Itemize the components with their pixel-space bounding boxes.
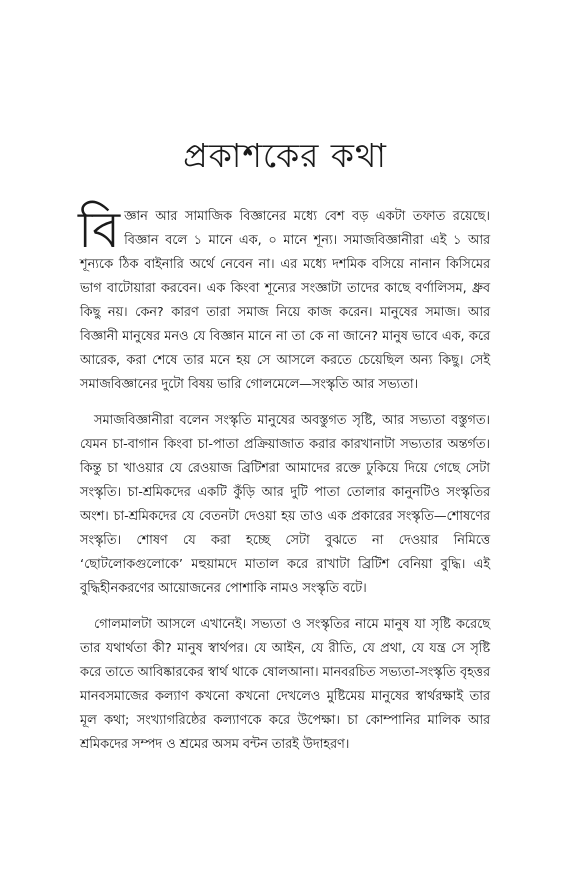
paragraph-1 [78, 201, 490, 397]
page-title: প্রকাশকের কথা [183, 136, 387, 175]
drop-cap: বি [78, 201, 121, 259]
paragraph-2: সমাজবিজ্ঞানীরা বলেন সংস্কৃতি মানুষের অবস্তুগত সৃষ্টি, আর সভ্যতা বস্তুগত। যেমন চা-বাগান কিংবা চা-পাতা প্রক্রিয়াজাত করার কারখানাটা সভ্যতার অন্তর্গত। কিন্তু চা খাওয়ার যে রেওয়াজ ব্রিটিশরা আমাদের রক্তে ঢুকিয়ে দিয়ে গেছে সেটা সংস্কৃতি। চা-শ্রমিকদের একটি কুঁড়ি আর দুটি পাতা তোলার কানুনটিও সংস্কৃতির অংশ। চা-শ্রমিকদের যে বেতনটা দেওয়া হয় তাও এক প্রকারের সংস্কৃতি—শোষণের সংস্কৃতি। শোষণ যে করা হচ্ছে সেটা বুঝতে না দেওয়ার নিমিত্তে ‘ছোটলোকগুলোকে’ মহুয়ামদে মাতাল করে রাখাটা ব্রিটিশ বেনিয়া বুদ্ধি। এই বুদ্ধিহীনকরণের আয়োজনের পোশাকি নামও সংস্কৃতি বটে। [80, 413, 490, 596]
body-text [78, 201, 490, 757]
paragraph-3: গোলমালটা আসলে এখানেই। সভ্যতা ও সংস্কৃতির নামে মানুষ যা সৃষ্টি করেছে তার যথার্থতা কী? মানুষ স্বার্থপর। যে আইন, যে রীতি, যে প্রথা, যে যন্ত্র সে সৃষ্টি করে তাতে আবিষ্কারকের স্বার্থ থাকে ষোলআনা। মানবরচিত সভ্যতা-সংস্কৃতি বৃহত্তর মানবসমাজের কল্যাণ কখনো কখনো দেখলেও মুষ্টিমেয় মানুষের স্বার্থরক্ষাই তার মূল কথা; সংখ্যাগরিষ্ঠের কল্যাণকে করে উপেক্ষা। চা কোম্পানির মালিক আর শ্রমিকদের সম্পদ ও শ্রমের অসম বন্টন তারই উদাহরণ। [80, 617, 490, 752]
paragraph-1-text: জ্ঞান আর সামাজিক বিজ্ঞানের মধ্যে বেশ বড় একটা তফাত রয়েছে। বিজ্ঞান বলে ১ মানে এক, ০ মানে শূন্য। সমাজবিজ্ঞানীরা এই ১ আর শূন্যকে ঠিক বাইনারি অর্থে নেবেন না। এর মধ্যে দশমিক বসিয়ে নানান কিসিমের ভাগ বাটোয়ারা করবেন। এক কিংবা শূন্যের সংজ্ঞাটা তাদের কাছে বর্ণালিসম, ধ্রুব কিছু নয়। কেন? কারণ তারা সমাজ নিয়ে কাজ করেন। মানুষের সমাজ। আর বিজ্ঞানী মানুষের মনও যে বিজ্ঞান মানে না তা কে না জানে? মানুষ ভাবে এক, করে আরেক, করা শেষে তার মনে হয় সে আসলে করতে চেয়েছিল অন্য কিছু। সেই সমাজবিজ্ঞানের দুটো বিষয় ভারি গোলমেলে—সংস্কৃতি আর সভ্যতা। [80, 209, 490, 392]
